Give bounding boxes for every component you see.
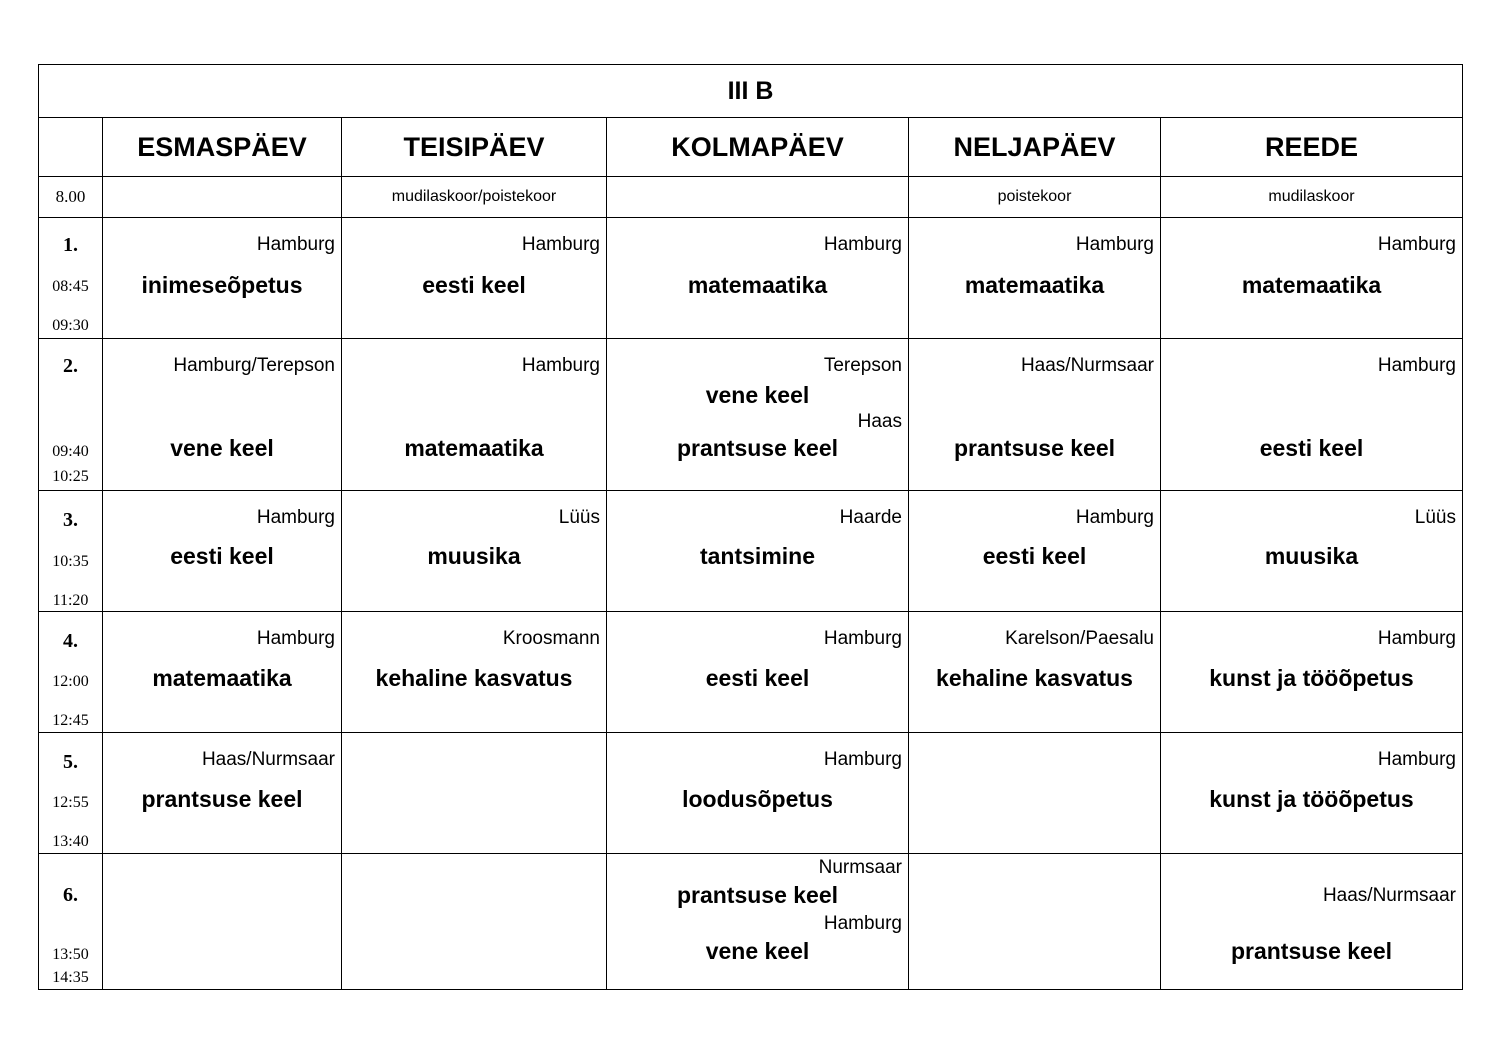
lesson-cell <box>1161 733 1463 854</box>
subject-name: matemaatika <box>404 435 544 461</box>
early-note <box>103 177 342 218</box>
day-header-friday: REEDE <box>1161 118 1463 177</box>
period-start-time: 09:40 <box>52 443 89 460</box>
early-note: mudilaskoor <box>1161 177 1463 218</box>
subject-name: matemaatika <box>687 272 828 298</box>
teacher-name: Haas/Nurmsaar <box>1020 355 1154 376</box>
lesson-cell <box>607 491 909 612</box>
title-row <box>39 65 1463 118</box>
subject-name: prantsuse keel <box>141 786 303 812</box>
lesson-cell <box>103 218 342 339</box>
day-header-monday: ESMASPÄEV <box>103 118 342 177</box>
subject-name: vene keel <box>170 435 274 461</box>
teacher-name: Haas/Nurmsaar <box>201 749 335 770</box>
teacher-name: Haarde <box>839 507 902 528</box>
lesson-cell <box>103 733 342 854</box>
subject-name: eesti keel <box>170 543 274 569</box>
early-row <box>39 177 1463 218</box>
lesson-cell <box>909 612 1161 733</box>
period-number: 5. <box>63 751 78 773</box>
teacher-name: Lüüs <box>1414 507 1456 528</box>
teacher-name: Karelson/Paesalu <box>1005 628 1154 649</box>
period-end-time: 09:30 <box>52 317 89 334</box>
teacher-name: Hamburg <box>1377 749 1456 770</box>
subject-name: kehaline kasvatus <box>375 665 573 691</box>
lesson-cell <box>607 218 909 339</box>
period-end-time: 14:35 <box>52 969 89 986</box>
early-note: mudilaskoor/poistekoor <box>342 177 607 218</box>
subject-name: prantsuse keel <box>676 882 839 908</box>
period-end-time: 11:20 <box>52 592 89 609</box>
period-number: 6. <box>63 884 78 906</box>
lesson-cell <box>103 854 342 990</box>
day-header-row <box>39 118 1463 177</box>
class-title: III B <box>39 65 1463 118</box>
early-time: 8.00 <box>39 177 103 218</box>
teacher-name: Hamburg <box>823 913 902 934</box>
teacher-name: Hamburg <box>256 628 335 649</box>
lesson-cell <box>1161 339 1463 491</box>
early-note <box>607 177 909 218</box>
lesson-cell <box>342 339 607 491</box>
teacher-name: Hamburg <box>521 234 600 255</box>
lesson-cell <box>1161 854 1463 990</box>
teacher-name: Haas/Nurmsaar <box>1322 885 1456 906</box>
subject-name: prantsuse keel <box>676 435 839 461</box>
subject-name: eesti keel <box>422 272 526 298</box>
period-label <box>39 854 103 990</box>
lesson-cell <box>607 733 909 854</box>
subject-name: kunst ja tööõpetus <box>1209 665 1414 691</box>
period-label <box>39 491 103 612</box>
period-start-time: 08:45 <box>52 278 89 295</box>
period-number: 1. <box>63 234 78 256</box>
lesson-cell <box>103 612 342 733</box>
subject-name: eesti keel <box>1259 435 1364 461</box>
lesson-cell <box>103 491 342 612</box>
day-header-wednesday: KOLMAPÄEV <box>607 118 909 177</box>
period-label <box>39 218 103 339</box>
subject-name: matemaatika <box>1241 272 1382 298</box>
lesson-cell <box>342 218 607 339</box>
teacher-name: Hamburg <box>823 628 902 649</box>
subject-name: kunst ja tööõpetus <box>1209 786 1414 812</box>
lesson-cell <box>342 491 607 612</box>
period-number: 3. <box>63 509 78 531</box>
lesson-cell <box>909 491 1161 612</box>
lesson-cell <box>103 339 342 491</box>
subject-name: matemaatika <box>964 272 1105 298</box>
lesson-cell <box>1161 491 1463 612</box>
lesson-cell <box>607 339 909 491</box>
period-row <box>39 491 1463 612</box>
period-row <box>39 218 1463 339</box>
period-label <box>39 339 103 491</box>
subject-name: kehaline kasvatus <box>936 665 1133 691</box>
period-row <box>39 339 1463 491</box>
teacher-name: Terepson <box>823 355 902 376</box>
subject-name: tantsimine <box>699 543 816 569</box>
period-label <box>39 733 103 854</box>
period-row <box>39 612 1463 733</box>
period-row <box>39 854 1463 990</box>
teacher-name: Hamburg <box>256 507 335 528</box>
period-row <box>39 733 1463 854</box>
lesson-cell <box>607 854 909 990</box>
subject-name: vene keel <box>705 938 810 964</box>
subject-name: eesti keel <box>982 543 1087 569</box>
period-end-time: 13:40 <box>52 833 89 850</box>
subject-name: vene keel <box>705 382 810 408</box>
period-start-time: 12:55 <box>52 794 89 811</box>
day-header-thursday: NELJAPÄEV <box>909 118 1161 177</box>
teacher-name: Hamburg/Terepson <box>173 355 335 376</box>
period-end-time: 12:45 <box>52 712 89 729</box>
teacher-name: Hamburg <box>1377 628 1456 649</box>
period-number: 2. <box>63 355 78 377</box>
period-label <box>39 612 103 733</box>
teacher-name: Hamburg <box>1377 234 1456 255</box>
teacher-name: Hamburg <box>256 234 335 255</box>
lesson-cell <box>342 854 607 990</box>
subject-name: muusika <box>1264 543 1359 569</box>
teacher-name: Lüüs <box>558 507 600 528</box>
day-header-tuesday: TEISIPÄEV <box>342 118 607 177</box>
period-start-time: 12:00 <box>52 673 89 690</box>
teacher-name: Hamburg <box>823 749 902 770</box>
lesson-cell <box>342 733 607 854</box>
early-note: poistekoor <box>909 177 1161 218</box>
corner-cell <box>39 118 103 177</box>
period-start-time: 10:35 <box>52 553 89 570</box>
lesson-cell <box>909 339 1161 491</box>
teacher-name: Nurmsaar <box>818 857 902 878</box>
subject-name: loodusõpetus <box>682 786 833 812</box>
lesson-cell <box>607 612 909 733</box>
timetable <box>38 64 1463 990</box>
subject-name: inimeseõpetus <box>141 272 303 298</box>
lesson-cell <box>1161 218 1463 339</box>
teacher-name: Hamburg <box>521 355 600 376</box>
subject-name: prantsuse keel <box>1230 938 1393 964</box>
subject-name: matemaatika <box>152 665 292 691</box>
teacher-name: Hamburg <box>823 234 902 255</box>
teacher-name: Haas <box>857 411 902 432</box>
lesson-cell <box>909 733 1161 854</box>
teacher-name: Hamburg <box>1075 234 1154 255</box>
teacher-name: Hamburg <box>1075 507 1154 528</box>
period-start-time: 13:50 <box>52 946 89 963</box>
subject-name: eesti keel <box>705 665 810 691</box>
lesson-cell <box>909 854 1161 990</box>
lesson-cell <box>909 218 1161 339</box>
lesson-cell <box>1161 612 1463 733</box>
teacher-name: Hamburg <box>1377 355 1456 376</box>
teacher-name: Kroosmann <box>502 628 600 649</box>
lesson-cell <box>342 612 607 733</box>
period-end-time: 10:25 <box>52 468 89 485</box>
subject-name: prantsuse keel <box>953 435 1116 461</box>
subject-name: muusika <box>427 543 521 569</box>
period-number: 4. <box>63 630 78 652</box>
